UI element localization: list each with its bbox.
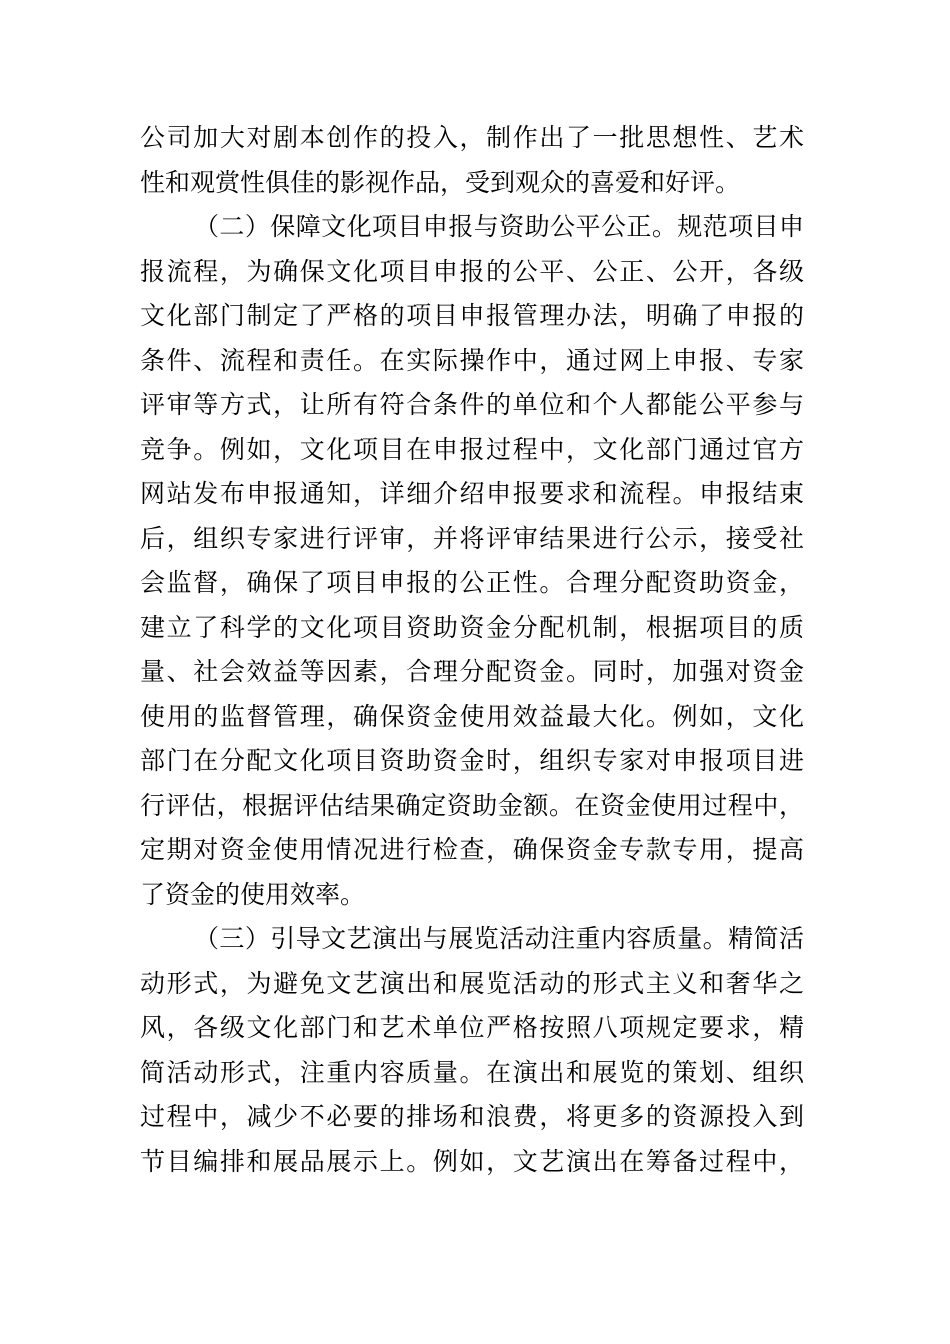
text-line: 评审等方式，让所有符合条件的单位和个人都能公平参与 [140, 391, 804, 419]
text-line: （三）引导文艺演出与展览活动注重内容质量。精简活 [194, 925, 804, 953]
text-line: 部门在分配文化项目资助资金时，组织专家对申报项目进 [140, 747, 804, 775]
text-line: 公司加大对剧本创作的投入，制作出了一批思想性、艺术 [140, 124, 804, 152]
text-line: （二）保障文化项目申报与资助公平公正。规范项目申 [194, 213, 804, 241]
text-line: 使用的监督管理，确保资金使用效益最大化。例如，文化 [140, 702, 804, 731]
text-line: 简活动形式，注重内容质量。在演出和展览的策划、组织 [140, 1058, 804, 1087]
text-line: 条件、流程和责任。在实际操作中，通过网上申报、专家 [140, 346, 804, 375]
document-body [140, 116, 804, 1184]
text-line: 动形式，为避免文艺演出和展览活动的形式主义和奢华之 [140, 969, 804, 998]
text-line: 网站发布申报通知，详细介绍申报要求和流程。申报结束 [140, 480, 804, 508]
text-line: 性和观赏性俱佳的影视作品，受到观众的喜爱和好评。 [140, 168, 741, 197]
text-line: 节目编排和展品展示上。例如，文艺演出在筹备过程中， [140, 1147, 804, 1176]
text-line: 过程中，减少不必要的排场和浪费，将更多的资源投入到 [140, 1103, 804, 1131]
text-line: 量、社会效益等因素，合理分配资金。同时，加强对资金 [140, 658, 804, 686]
text-line: 竞争。例如，文化项目在申报过程中，文化部门通过官方 [140, 435, 804, 464]
text-line: 会监督，确保了项目申报的公正性。合理分配资助资金， [140, 569, 804, 597]
text-line: 文化部门制定了严格的项目申报管理办法，明确了申报的 [140, 302, 804, 330]
text-line: 风，各级文化部门和艺术单位严格按照八项规定要求，精 [140, 1014, 804, 1042]
text-line: 后，组织专家进行评审，并将评审结果进行公示，接受社 [140, 524, 804, 553]
text-line: 行评估，根据评估结果确定资助金额。在资金使用过程中， [140, 791, 804, 820]
text-line: 了资金的使用效率。 [140, 880, 366, 909]
text-line: 定期对资金使用情况进行检查，确保资金专款专用，提高 [140, 836, 804, 864]
text-line: 报流程，为确保文化项目申报的公平、公正、公开，各级 [140, 257, 804, 286]
text-line: 建立了科学的文化项目资助资金分配机制，根据项目的质 [140, 613, 804, 642]
